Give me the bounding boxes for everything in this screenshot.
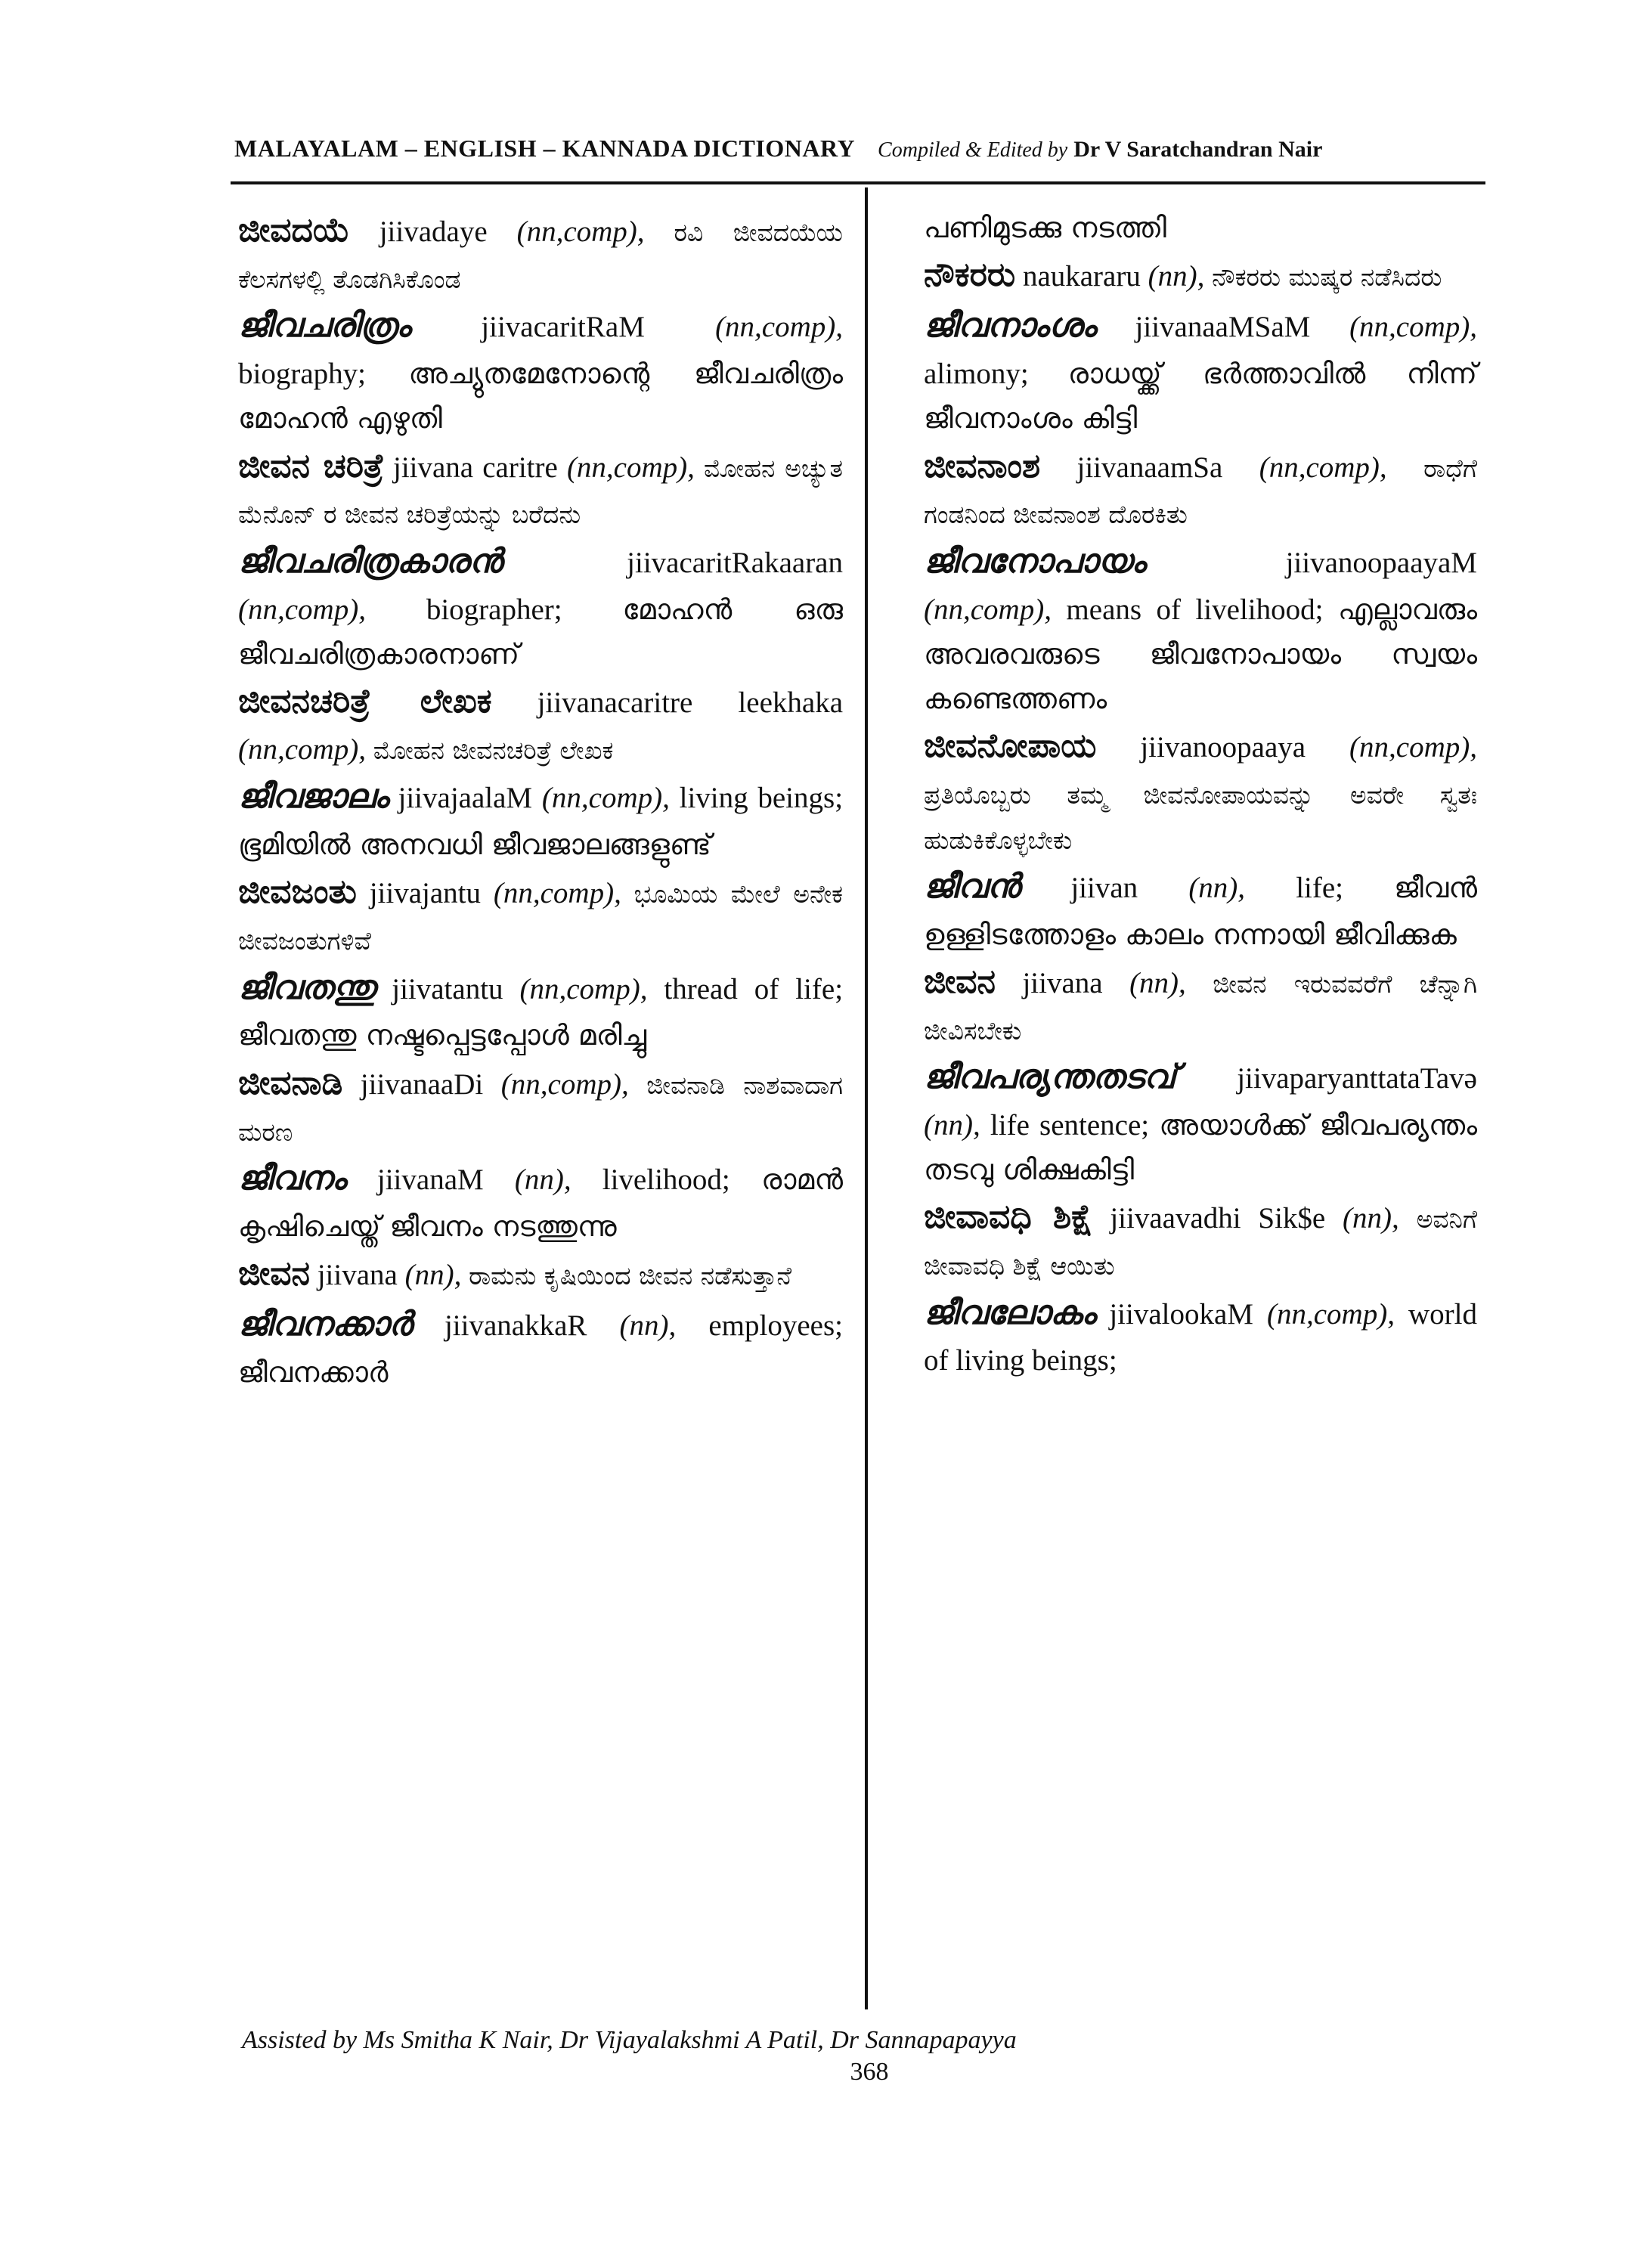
example-sentence: ಭೂಮಿಯ ಮೇಲೆ ಅನೇಕ ಜೀವಜಂತುಗಳಿವೆ	[238, 879, 843, 956]
headword: ಜೀವನೋಪಾಯ	[924, 727, 1097, 766]
headword: ಜೀವನಚರಿತ್ರೆ ಲೇಖಕ	[238, 682, 492, 721]
grammar-tag: (nn,comp),	[238, 593, 366, 626]
credit-text: Compiled & Edited by	[878, 138, 1068, 162]
transliteration: jiivanaM	[376, 1163, 484, 1196]
grammar-tag: (nn,comp),	[1267, 1297, 1395, 1331]
headword: ಜೀವಜಂತು	[238, 872, 357, 912]
transliteration: naukararu	[1022, 260, 1141, 293]
headword: ജീവതന്തു	[238, 968, 376, 1007]
column-divider	[865, 187, 868, 2009]
transliteration: jiivana caritre	[392, 451, 558, 484]
grammar-tag: (nn),	[619, 1309, 677, 1342]
page-header	[234, 135, 1464, 163]
dictionary-entry	[238, 537, 843, 677]
english-meaning: life;	[1296, 871, 1344, 904]
dictionary-entry	[924, 1052, 1477, 1192]
dictionary-entry	[238, 442, 843, 537]
grammar-tag: (nn,comp),	[924, 593, 1052, 626]
headword: ജീവനം	[238, 1158, 346, 1198]
grammar-tag: (nn,comp),	[516, 215, 645, 248]
grammar-tag: (nn,comp),	[493, 877, 621, 910]
dictionary-entry	[924, 301, 1477, 441]
example-sentence: ജീവൻ ഉള്ളിടത്തോളം കാലം നന്നായി ജീവിക്കുക	[924, 870, 1477, 951]
transliteration: jiivatantu	[392, 972, 503, 1005]
transliteration: jiivanakkaR	[444, 1309, 587, 1342]
english-meaning: world of living beings;	[924, 1297, 1477, 1377]
headword: ജീവചരിത്രം	[238, 306, 411, 345]
headword: ജീവലോകം	[924, 1293, 1096, 1332]
dictionary-entry	[238, 677, 843, 772]
english-meaning: means of livelihood;	[1066, 593, 1324, 626]
example-sentence: രാമൻ കൃഷിചെയ്ത് ജീവനം നടത്തുന്നു	[238, 1162, 844, 1243]
transliteration: jiivaavadhi Sik$e	[1110, 1202, 1326, 1235]
headword: ജീവപര്യന്തതടവ്	[924, 1058, 1176, 1097]
transliteration: jiivanaamSa	[1076, 451, 1223, 484]
example-sentence: ഭൂമിയിൽ അനവധി ജീവജാലങ്ങളുണ്ട്	[238, 828, 711, 862]
example-sentence: അച്യുതമേനോന്റെ ജീവചരിത്രം മോഹൻ എഴുതി	[238, 357, 843, 435]
example-sentence: ജീവനക്കാർ	[238, 1355, 389, 1389]
page-number: 368	[850, 2058, 889, 2086]
headword: ಜೀವನಾಂಶ	[924, 446, 1041, 485]
example-sentence: ಪ್ರತಿಯೊಬ್ಬರು ತಮ್ಮ ಜೀವನೋಪಾಯವನ್ನು ಅವರೇ ಸ್ವತಃ ಹುಡುಕಿಕೊಳ್ಳಬೇಕು	[924, 780, 1477, 855]
example-sentence: ಅವನಿಗೆ ಜೀವಾವಧಿ ಶಿಕ್ಷೆ ಆಯಿತು	[924, 1204, 1478, 1281]
grammar-tag: (nn),	[1148, 260, 1205, 293]
grammar-tag: (nn),	[514, 1163, 572, 1196]
english-meaning: life sentence;	[990, 1108, 1150, 1142]
transliteration: jiivanaaDi	[360, 1067, 484, 1101]
example-sentence: മോഹൻ ഒരു ജീവചരിത്രകാരനാണ്	[238, 592, 843, 671]
transliteration: jiivacaritRakaaran	[627, 546, 843, 579]
example-sentence: ರವಿ ಜೀವದಯೆಯ ಕೆಲಸಗಳಲ್ಲಿ ತೊಡಗಿಸಿಕೊಂಡ	[238, 218, 843, 294]
grammar-tag: (nn,comp),	[541, 782, 670, 815]
grammar-tag: (nn),	[1343, 1202, 1399, 1235]
example-sentence: ಮೋಹನ ಜೀವನಚರಿತ್ರೆ ಲೇಖಕ	[373, 735, 614, 765]
example-sentence: പണിമുടക്കു നടത്തി	[924, 211, 1167, 244]
example-sentence: രാധയ്ക്ക് ഭർത്താവിൽ നിന്ന് ജീവനാംശം കിട്ടി	[924, 357, 1477, 435]
grammar-tag: (nn,comp),	[1349, 731, 1477, 764]
dictionary-entry	[924, 442, 1477, 537]
grammar-tag: (nn),	[924, 1108, 980, 1142]
headword: ನೌಕರರು	[924, 256, 1016, 295]
dictionary-entry	[238, 772, 843, 867]
transliteration: jiivajantu	[369, 877, 482, 910]
headword: ജീവനോപായം	[924, 541, 1146, 581]
example-sentence: ನೌಕರರು ಮುಷ್ಕರ ನಡೆಸಿದರು	[1212, 262, 1442, 293]
english-meaning: biographer;	[426, 593, 562, 626]
transliteration: jiivan	[1070, 871, 1138, 904]
transliteration: jiivanoopaayaM	[1285, 546, 1477, 579]
grammar-tag: (nn),	[404, 1258, 462, 1291]
example-sentence: ರಾಮನು ಕೃಷಿಯಿಂದ ಜೀವನ ನಡೆಸುತ್ತಾನೆ	[469, 1260, 792, 1290]
right-column	[924, 206, 1477, 1383]
headword: ജീവചരിത്രകാരൻ	[238, 541, 503, 581]
english-meaning: employees;	[708, 1309, 843, 1342]
example-sentence: ಜೀವನ ಇರುವವರೆಗೆ ಚೆನ್ನಾಗಿ ಜೀವಿಸಬೇಕು	[924, 968, 1478, 1046]
english-meaning: biography;	[238, 358, 366, 391]
transliteration: jiivanaaMSaM	[1135, 311, 1311, 344]
transliteration: jiivanoopaaya	[1140, 731, 1306, 764]
grammar-tag: (nn,comp),	[566, 451, 695, 484]
dictionary-entry	[238, 963, 843, 1058]
example-sentence: ರಾಧೆಗೆ ಗಂಡನಿಂದ ಜೀವನಾಂಶ ದೊರಕಿತು	[924, 453, 1478, 530]
header-rule	[231, 181, 1485, 184]
headword: ಜೀವಾವಧಿ ಶಿಕ್ಷೆ	[924, 1198, 1093, 1237]
english-meaning: alimony;	[924, 358, 1029, 391]
grammar-tag: (nn),	[1188, 871, 1246, 904]
dictionary-entry	[238, 1154, 843, 1249]
example-sentence: എല്ലാവരും അവരവരുടെ ജീവനോപായം സ്വയം കണ്ടെത്തണം	[924, 592, 1478, 716]
example-sentence: ಜೀವನಾಡಿ ನಾಶವಾದಾಗ ಮರಣ	[238, 1070, 843, 1147]
headword: ജീവനാംശം	[924, 306, 1096, 345]
dictionary-entry	[238, 206, 843, 301]
dictionary-entry	[238, 301, 843, 441]
dictionary-entry	[924, 1192, 1477, 1287]
transliteration: jiivacaritRaM	[481, 311, 645, 344]
grammar-tag: (nn,comp),	[519, 972, 648, 1005]
example-sentence: ಮೋಹನ ಅಚ್ಯುತ ಮೆನೊನ್ ರ ಜೀವನ ಚರಿತ್ರೆಯನ್ನು ಬರೆದನು	[238, 453, 843, 530]
headword: ಜೀವನಾಡಿ	[238, 1063, 343, 1102]
dictionary-entry	[924, 862, 1477, 957]
english-meaning: thread of life;	[664, 972, 844, 1005]
transliteration: jiivana	[317, 1258, 398, 1291]
headword: ಜೀವನ	[924, 962, 996, 1001]
transliteration: jiivalookaM	[1109, 1297, 1253, 1331]
dictionary-entry	[924, 206, 1477, 250]
assisted-by-note: Assisted by Ms Smitha K Nair, Dr Vijayalakshmi A Patil, Dr Sannapapayya	[242, 2026, 1017, 2054]
dictionary-entry	[238, 1058, 843, 1154]
headword: ജീവജാലം	[238, 777, 389, 816]
dictionary-entry	[238, 867, 843, 962]
dictionary-entry	[924, 250, 1477, 301]
dictionary-entry	[924, 537, 1477, 722]
grammar-tag: (nn,comp),	[500, 1067, 629, 1101]
editor-name: Dr V Saratchandran Nair	[1073, 137, 1323, 162]
headword: ಜೀವದಯೆ	[238, 211, 350, 249]
grammar-tag: (nn,comp),	[238, 733, 366, 766]
grammar-tag: (nn),	[1129, 966, 1186, 999]
example-sentence: അയാൾക്ക് ജീവപര്യന്തം തടവു ശിക്ഷകിട്ടി	[924, 1108, 1478, 1187]
grammar-tag: (nn,comp),	[715, 311, 844, 344]
transliteration: jiivana	[1022, 966, 1103, 999]
dictionary-title: MALAYALAM – ENGLISH – KANNADA DICTIONARY	[234, 135, 856, 162]
dictionary-entry	[924, 957, 1477, 1052]
left-column	[238, 206, 843, 1395]
dictionary-entry	[238, 1300, 843, 1395]
transliteration: jiivajaalaM	[398, 782, 533, 815]
dictionary-entry	[238, 1249, 843, 1300]
headword: ജീവനക്കാർ	[238, 1304, 412, 1343]
example-sentence: ജീവതന്തു നഷ്ടപ്പെട്ടപ്പോൾ മരിച്ചു	[238, 1018, 647, 1052]
transliteration: jiivadaye	[379, 215, 488, 248]
grammar-tag: (nn,comp),	[1259, 451, 1387, 484]
transliteration: jiivanacaritre leekhaka	[537, 686, 844, 720]
transliteration: jiivaparyanttataTavə	[1237, 1062, 1477, 1095]
headword: ಜೀವನ ಚರಿತ್ರೆ	[238, 446, 384, 485]
headword: ಜೀವನ	[238, 1253, 310, 1293]
english-meaning: livelihood;	[602, 1163, 730, 1196]
dictionary-entry	[924, 721, 1477, 861]
dictionary-entry	[924, 1288, 1477, 1383]
english-meaning: living beings;	[679, 782, 844, 815]
grammar-tag: (nn,comp),	[1349, 311, 1478, 344]
headword: ജീവൻ	[924, 866, 1021, 906]
